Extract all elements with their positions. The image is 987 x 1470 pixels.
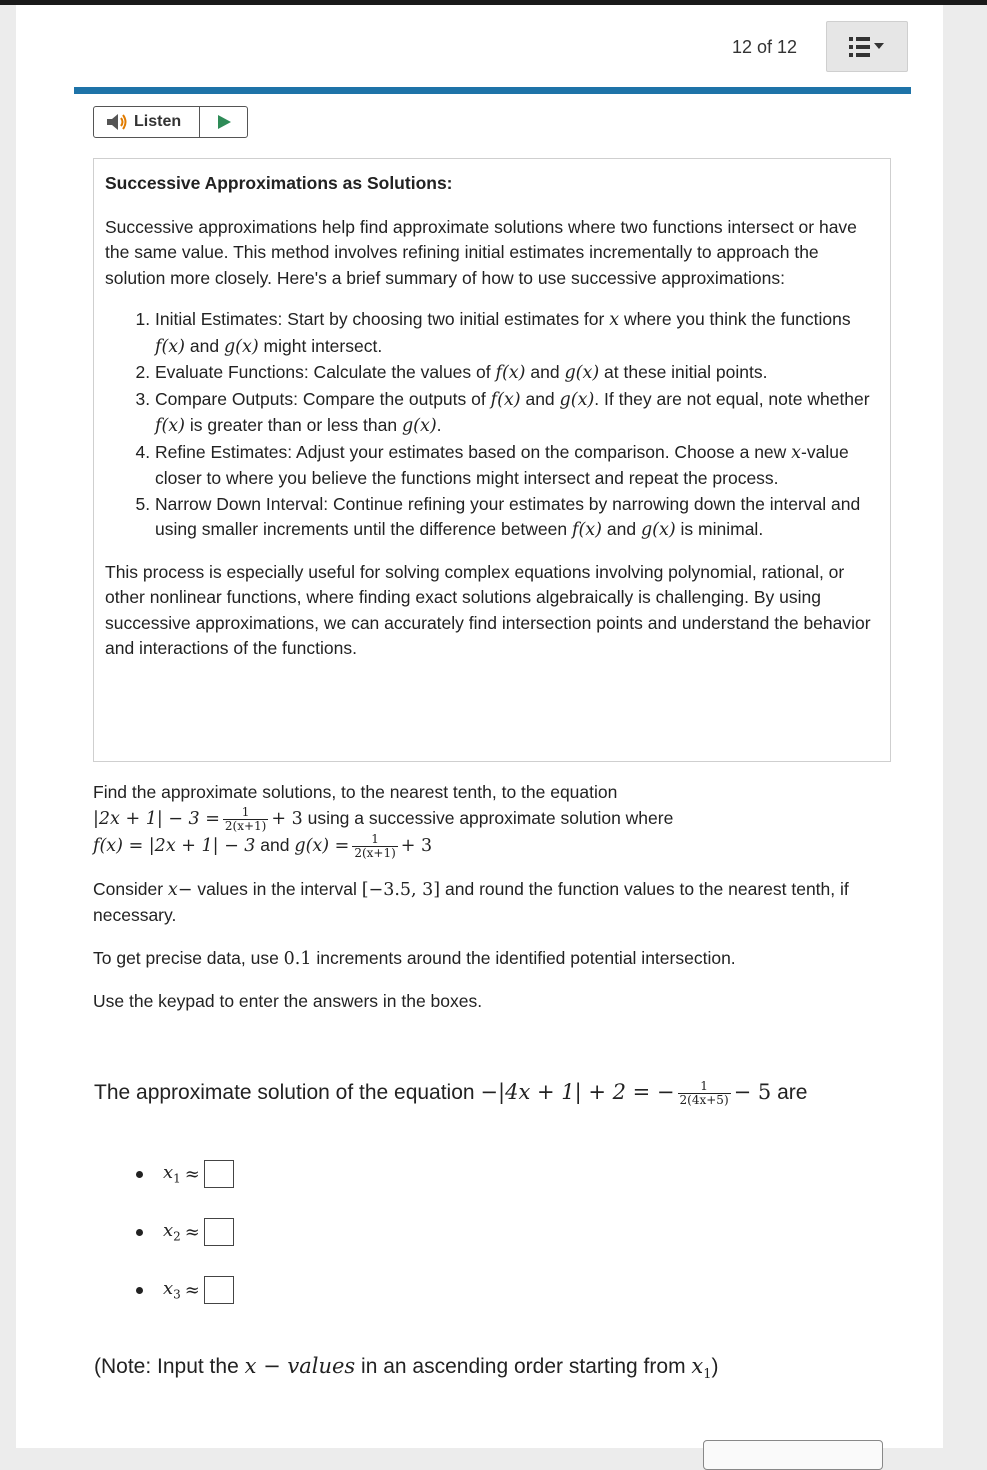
- answer-row-x2: [136, 1216, 234, 1248]
- step-item: 3. Compare Outputs: Compare the outputs of f(x) and g(x). If they are not equal, note whether f(x) is greater than or less than g(x).: [155, 387, 879, 440]
- answer-input-x2[interactable]: [204, 1218, 234, 1246]
- answer-row-x3: [136, 1274, 234, 1306]
- listen-control: [93, 106, 248, 138]
- info-intro: Successive approximations help find approximate solutions where two functions intersect or have the same value. This method involves refining initial estimates incrementally to approach the solution more closely. Here's a brief summary of how to use successive approximations:: [105, 216, 857, 288]
- accent-divider: [74, 87, 911, 94]
- variable-label: $x_3$: [163, 1278, 181, 1302]
- approx-symbol: ≈: [184, 1279, 200, 1301]
- solution-statement: The approximate solution of the equation −|4x + 1| + 2 = − $\frac{1}{2(4x+5)}$ − 5 are: [94, 1078, 808, 1107]
- step-item: 5. Narrow Down Interval: Continue refining your estimates by narrowing down the interval and using smaller increments until the difference between f(x) and g(x) is minimal.: [155, 492, 879, 544]
- question-counter: 12 of 12: [732, 37, 798, 57]
- approx-symbol: ≈: [184, 1221, 200, 1243]
- question-menu-button[interactable]: [826, 21, 908, 72]
- question-text: [93, 780, 893, 1032]
- bullet: [136, 1287, 143, 1294]
- play-button[interactable]: [200, 107, 247, 137]
- fraction: $\frac{1}{2(x+1)}$: [224, 804, 267, 833]
- ordering-note: (Note: Input the x − values in an ascending order starting from $x_1$): [94, 1354, 719, 1383]
- fraction: $\frac{1}{2(4x+5)}$: [679, 1078, 729, 1107]
- question-increments: To get precise data, use 0.1 increments around the identified potential intersection.: [93, 947, 736, 969]
- question-interval: Consider x− values in the interval [−3.5, 3] and round the function values to the nearest tenth, if necessary.: [93, 878, 849, 925]
- step-item: 2. Evaluate Functions: Calculate the values of f(x) and g(x) at these initial points.: [155, 360, 879, 387]
- step-item: 1. Initial Estimates: Start by choosing two initial estimates for x where you think the functions f(x) and g(x) might intersect.: [155, 307, 879, 360]
- play-icon: [216, 114, 232, 130]
- answer-list: [136, 1158, 234, 1332]
- bottom-action-button[interactable]: [703, 1440, 883, 1470]
- question-keypad-hint: Use the keypad to enter the answers in the boxes.: [93, 991, 483, 1011]
- fraction: $\frac{1}{2(x+1)}$: [354, 831, 396, 860]
- answer-input-x3[interactable]: [204, 1276, 234, 1304]
- info-title: Successive Approximations as Solutions:: [105, 173, 453, 193]
- list-menu-icon: [847, 35, 887, 59]
- listen-button[interactable]: [94, 107, 200, 137]
- bullet: [136, 1229, 143, 1236]
- variable-label: $x_1$: [163, 1162, 181, 1186]
- answer-input-x1[interactable]: [204, 1160, 234, 1188]
- approx-symbol: ≈: [184, 1163, 200, 1185]
- variable-label: $x_2$: [163, 1220, 181, 1244]
- question-equation: Find the approximate solutions, to the nearest tenth, to the equation |2x + 1| − 3 = $\frac{1}{2(x+1)}$ + 3 using a successive approximate solution where f(x) = |2x + 1| − 3 and g(x) = $\frac{1}{2(x+1)}$ + 3: [93, 782, 674, 860]
- steps-list: [105, 307, 879, 544]
- question-page: [16, 5, 943, 1448]
- listen-label: Listen: [134, 113, 182, 130]
- speaker-icon: [106, 113, 128, 131]
- info-panel: [93, 158, 891, 762]
- bullet: [136, 1171, 143, 1178]
- answer-row-x1: [136, 1158, 234, 1190]
- step-item: 4. Refine Estimates: Adjust your estimates based on the comparison. Choose a new x-value closer to where you believe the functions might intersect and repeat the process.: [155, 440, 879, 492]
- info-closing: This process is especially useful for solving complex equations involving polynomial, rational, or other nonlinear functions, where finding exact solutions algebraically is challenging. By using successive approximations, we can accurately find intersection points and understand the behavior and interactions of the functions.: [105, 561, 871, 658]
